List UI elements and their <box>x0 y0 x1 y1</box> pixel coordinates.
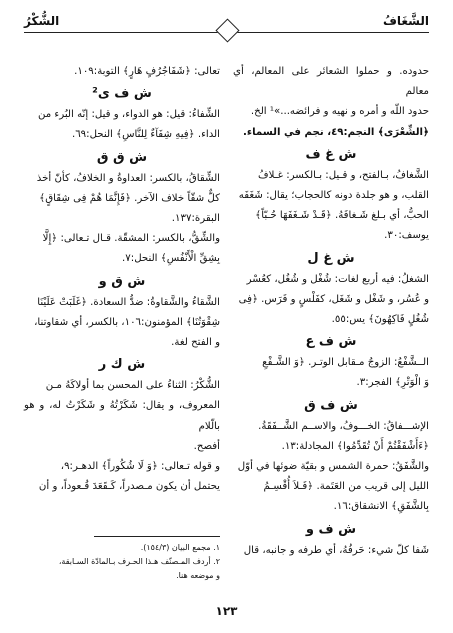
text-line: الــشَّفْعُ: الزوجُ مـقابل الوتـر. ﴿وَ الشَّـفْعِ <box>262 357 429 369</box>
footnote-2: ٢. أردف المـصنّف هـذا الحـرف بـالمادّة السـابقة، <box>58 557 220 566</box>
text-line: ﴿الشِّعْرَى﴾ النجم:٤٩، نجم في السماء. <box>243 126 429 138</box>
text-line: و عُسُر، و شَغْل و شَغَل، كفَلْسٍ و فَرَس. ﴿فِى <box>238 293 429 305</box>
entry-heading: ش ك ر <box>98 357 146 373</box>
right-column <box>233 62 429 561</box>
text-line: شُغُلٍ فَاكِهُونَ﴾ يس:٥٥. <box>331 314 429 326</box>
entry-heading: ش ف و <box>305 521 357 537</box>
text-line: ﴿ءَأَشْفَقْتُمْ أَنْ تُقَدِّمُوا﴾ المجادلة:١٣. <box>281 440 429 452</box>
text-line: يحتمل أن يكون مـصدراً، كَـقَعَدَ قُـعوداً، و أن <box>38 481 220 493</box>
footnote-2-cont: و موضعه هنا. <box>176 571 220 580</box>
footnote-separator <box>94 536 220 537</box>
text-line: الشغلُ: فيه أربع لغات: شُغْل و شُغُل، كعُسْر <box>246 273 429 285</box>
text-line: الشِّقاقُ، بالكسر: العداوةُ و الخلافُ، كأنّ أخذ <box>36 172 220 184</box>
text-line: شَفا كلّ شيء: حَرفُهُ، أي طرفه و جانبه، قال <box>243 544 429 556</box>
entry-heading: ش ق و <box>98 273 146 289</box>
header-title-left: الشُّكْرُ <box>24 14 60 28</box>
text-line: الشُّكْرُ: الثناءُ على المحسن بما أولاكَهُ مـن <box>45 380 220 392</box>
footnote-1: ١. مجمع البيان (١٥٤/٣). <box>140 543 220 552</box>
text-line: الشَّقاءُ والشَّقاوةُ: ضدُّ السعادة. ﴿غَلَبَتْ عَلَيْنَا <box>37 296 220 308</box>
text-line: شِقْوَتُنَا﴾ المؤمنون:١٠٦، بالكسر، أي شقاوتنا، <box>34 316 220 328</box>
entry-heading: ش ف ى² <box>92 86 152 102</box>
header-title-right: الشَّغَافُ <box>382 14 429 28</box>
text-line: كلٌّ شقّاً خلاف الآخر. ﴿فَإِنَّمَا هُمْ فِى شِقَاقٍ﴾ <box>39 192 220 204</box>
entry-heading: ش غ ف <box>305 146 357 162</box>
text-line: بِشِقِّ الْأَنْفُسِ﴾ النحل:٧. <box>122 253 220 265</box>
text-line: حدود اللّه و أمره و نهيه و فرائضه...»¹ الخ. <box>250 106 429 118</box>
entry-heading: ش ف ع <box>305 334 357 350</box>
text-line: الليل إلى قريب من العَتَمة. ﴿فَـلاَ أُقْسِـمُ <box>263 481 429 493</box>
text-line: و قوله تـعالى: ﴿وَ لَا شُكُوراً﴾ الدهـر:٩، <box>60 461 220 473</box>
entry-heading: ش ف ق <box>304 397 358 413</box>
left-column <box>24 62 220 497</box>
footnotes <box>24 541 220 583</box>
text-line: حدوده. و حملوا الشعائر على المعالم، أي معالم <box>233 66 429 98</box>
text-line: وَ الْوَتْرِ﴾ الفجر:٣. <box>356 377 429 389</box>
text-line: تعالى: ﴿شَفَاجُرُفٍ هَارٍ﴾ التوبة:١٠٩. <box>74 66 220 77</box>
text-line: البقرة:١٣٧. <box>171 213 220 225</box>
text-line: و الفتح لغة. <box>171 337 220 349</box>
text-line: والشَّفَقُ: حمرة الشمس و بقيّة ضوئها في أوّل <box>237 461 429 473</box>
text-line: الشِّفاءُ: قيل: هو الدواء، و قيل: إنّه البُرء من <box>37 109 220 121</box>
text-line: الإشـــفاقُ: الخـــوفُ، والاســم الشَّــفَقَةُ. <box>258 420 429 432</box>
page-number: ١٢٣ <box>215 604 238 618</box>
text-line: يوسف:٣٠. <box>384 230 429 242</box>
running-header <box>24 8 429 38</box>
entry-heading: ش ق ق <box>96 149 148 165</box>
text-line: القلب، و هو جلدة دونه كالحجاب؛ يقال: شَغَفَه <box>238 190 429 202</box>
text-line: الداء. ﴿فِيهِ شِفَآءٌ لِلنَّاسِ﴾ النحل:٦٩. <box>71 129 220 141</box>
text-line: أفصح. <box>193 440 220 452</box>
diamond-ornament-icon <box>215 18 239 42</box>
text-line: والشِّقُّ، بالكسر: المشقّة. قـال تـعالى: ﴿إِلَّا <box>42 233 220 245</box>
text-line: بِالشَّفَقِ﴾ الانشقاق:١٦. <box>333 501 429 513</box>
entry-heading: ش غ ل <box>307 250 355 266</box>
text-line: المعروف، و يقال: شَكَرْتُهُ و شَكَرْتُ له، و هو بالّلام <box>24 400 220 432</box>
text-line: الحبُّ، أي بـلغ شَـغافَهُ. ﴿قَـدْ شَـغَفَهَا حُـبّاً﴾ <box>255 210 429 222</box>
text-line: الشَّغافُ، بـالفتح، و قـيل: بـالكسر: غـلافُ <box>258 169 429 181</box>
